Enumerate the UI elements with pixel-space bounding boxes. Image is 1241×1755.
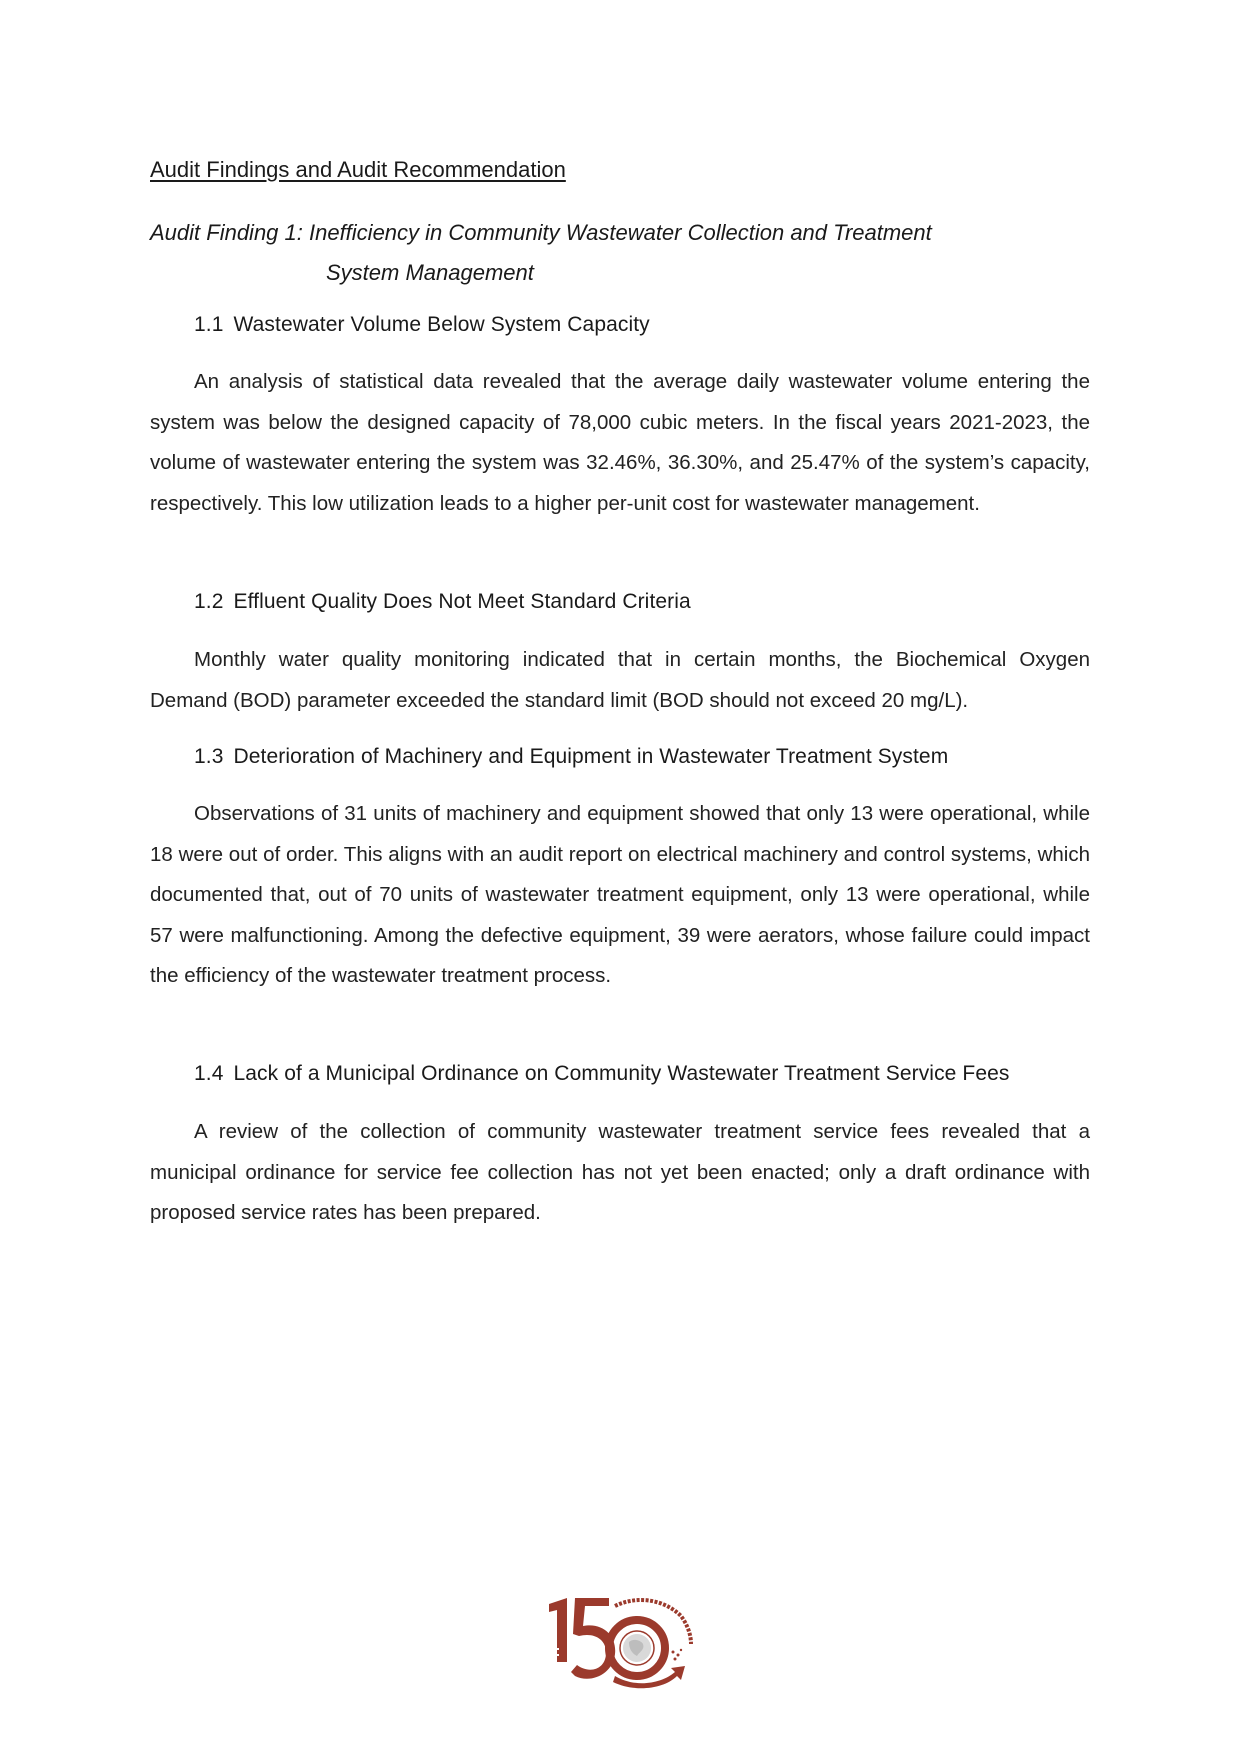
subsection-body-1-4: A review of the collection of community wastewater treatment service fees revealed that a municipal ordinance for service fee collection has not yet been enacted; only a draft ordinance with proposed service rates has been prepared. [150, 1120, 1090, 1224]
finding-title-line2: System Management [326, 260, 534, 285]
subsection-body-1-2: Monthly water quality monitoring indicated that in certain months, the Biochemical Oxygen Demand (BOD) parameter exceeded the standard limit (BOD should not exceed 20 mg/L). [150, 648, 1090, 712]
subsection-heading-1-2 [194, 590, 691, 614]
subsection-title: Effluent Quality Does Not Meet Standard Criteria [233, 590, 691, 613]
subsection-title: Wastewater Volume Below System Capacity [233, 313, 650, 336]
subsection-number: 1.3 [194, 745, 224, 768]
subsection-heading-1-3 [194, 745, 948, 769]
subsection-heading-1-1 [194, 313, 650, 337]
subsection-title: Deterioration of Machinery and Equipment in Wastewater Treatment System [233, 745, 949, 768]
subsection-body-1-3: Observations of 31 units of machinery and equipment showed that only 13 were operational, while 18 were out of order. This aligns with an audit report on electrical machinery and control systems, which documented that, out of 70 units of wastewater treatment equipment, only 13 were operational, while 57 were malfunctioning. Among the defective equipment, 39 were aerators, whose failure could impact the efficiency of the wastewater treatment process. [150, 802, 1090, 987]
anniversary-150-logo-icon [545, 1592, 695, 1692]
subsection-number: 1.2 [194, 590, 224, 613]
finding-title [150, 213, 1090, 293]
section-heading: Audit Findings and Audit Recommendation [150, 157, 566, 182]
finding-title-line1: Audit Finding 1: Inefficiency in Community Wastewater Collection and Treatment [150, 220, 932, 245]
subsection-number: 1.4 [194, 1062, 224, 1085]
subsection-title: Lack of a Municipal Ordinance on Community Wastewater Treatment Service Fees [233, 1062, 1010, 1085]
subsection-number: 1.1 [194, 313, 224, 336]
subsection-body-1-1: An analysis of statistical data revealed that the average daily wastewater volume entering the system was below the designed capacity of 78,000 cubic meters. In the fiscal years 2021-2023, the volume of wastewater entering the system was 32.46%, 36.30%, and 25.47% of the system’s capacity, respectively. This low utilization leads to a higher per-unit cost for wastewater management. [150, 370, 1090, 515]
subsection-heading-1-4 [194, 1062, 1009, 1086]
